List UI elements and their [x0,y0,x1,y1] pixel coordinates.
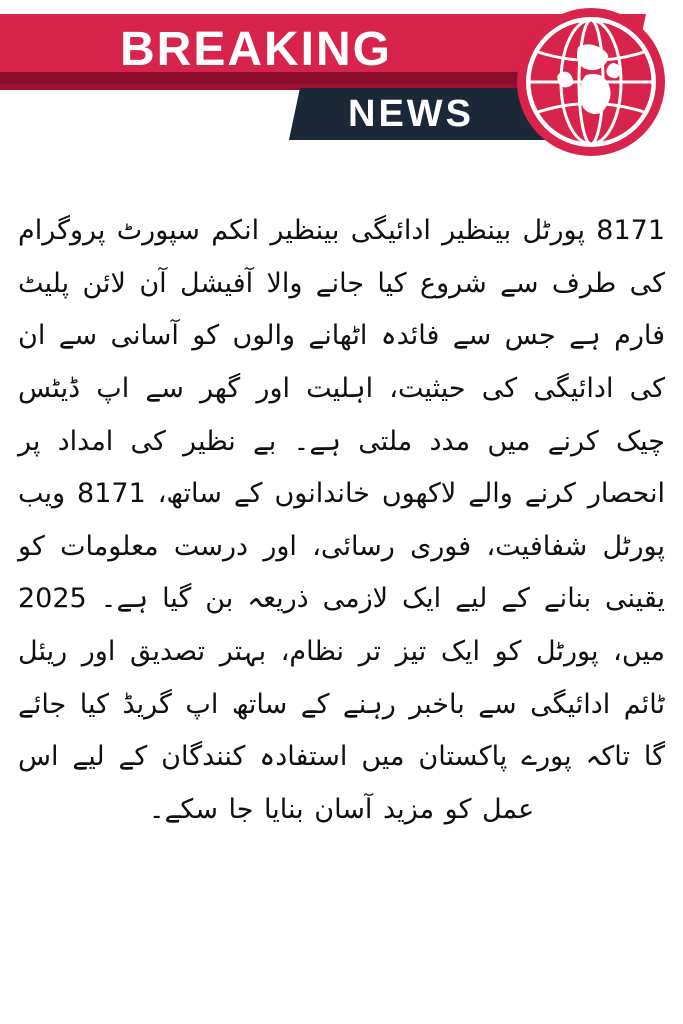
banner-breaking-label: BREAKING [120,23,393,76]
article-content [0,178,683,864]
article-body-text: 8171 پورٹل بینظیر ادائیگی بینظیر انکم سپورٹ پروگرام کی طرف سے شروع کیا جانے والا آفیشل آن لائن پلیٹ فارم ہے جس سے فائدہ اٹھانے والوں کو آسانی سے ان کی ادائیگی کی حیثیت، اہلیت اور گھر سے اپ ڈیٹس چیک کرنے میں مدد ملتی ہے۔ بے نظیر کی امداد پر انحصار کرنے والے لاکھوں خاندانوں کے ساتھ، 8171 ویب پورٹل شفافیت، فوری رسائی، اور درست معلومات کو یقینی بنانے کے لیے ایک لازمی ذریعہ بن گیا ہے۔ 2025 میں، پورٹل کو ایک تیز تر نظام، بہتر تصدیق اور ریئل ٹائم ادائیگی سے باخبر رہنے کے ساتھ اپ گریڈ کیا جائے گا تاکہ پورے پاکستان میں استفادہ کنندگان کے لیے اس عمل کو مزید آسان بنایا جا سکے۔ [7,215,666,826]
breaking-news-banner [0,0,683,168]
banner-news-label: NEWS [348,93,474,135]
globe-icon [517,8,665,156]
